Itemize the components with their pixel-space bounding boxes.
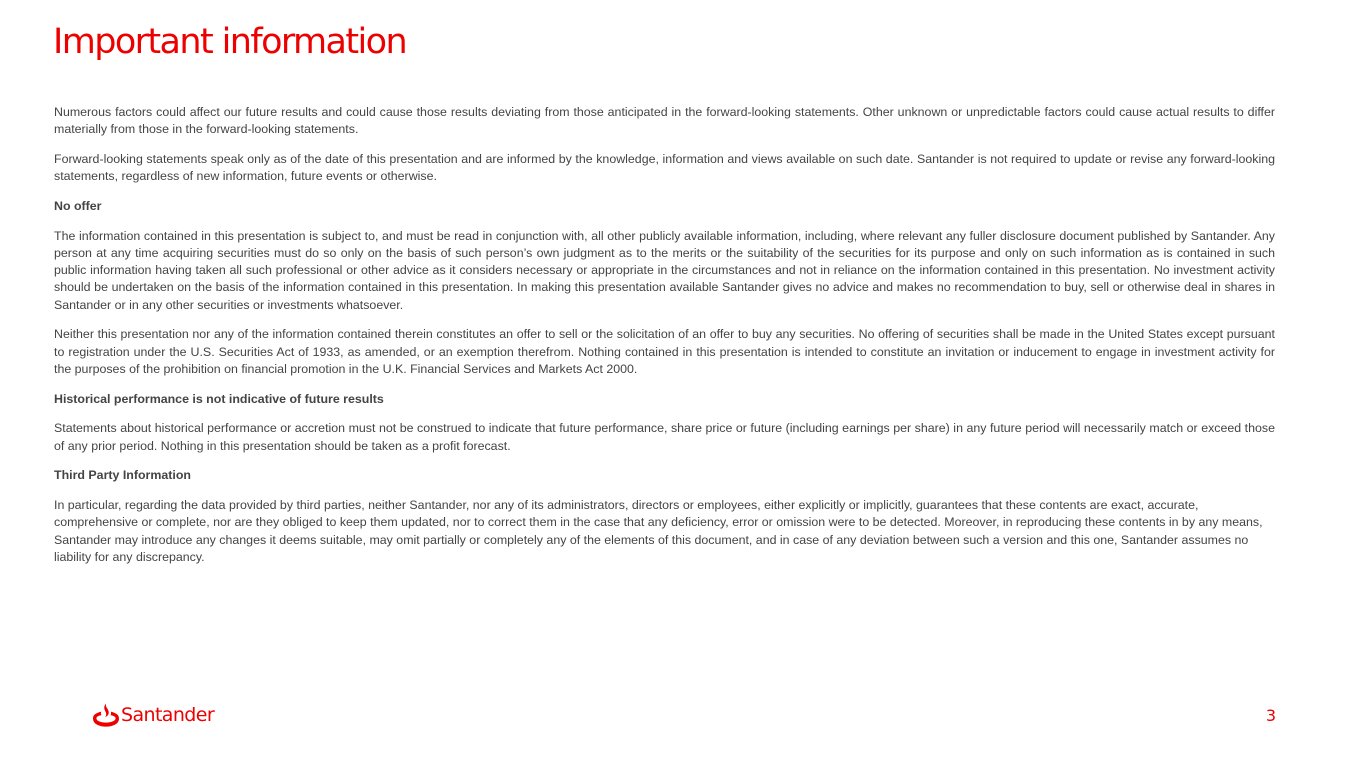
heading-third-party-information: Third Party Information xyxy=(54,468,191,483)
santander-flame-icon xyxy=(93,703,119,727)
santander-logo xyxy=(93,701,214,729)
disclaimer-body xyxy=(54,104,1275,579)
paragraph-historical-performance: Statements about historical performance or accretion must not be construed to indicate that future performance, share price or future (including earnings per share) in any future period will necessarily match or exceed those of any prior period. Nothing in this presentation should be taken as a profit forecast. xyxy=(54,421,1275,453)
paragraph-third-party-information: In particular, regarding the data provided by third parties, neither Santander, nor any of its administrators, directors or employees, either explicitly or implicitly, guarantees that these contents are exact, accurate, comprehensive or complete, nor are they obliged to keep them updated, nor to correct them in the case that any deficiency, error or omission were to be detected. Moreover, in reproducing these contents in by any means, Santander may introduce any changes it deems suitable, may omit partially or completely any of the elements of this document, and in case of any deviation between such a version and this one, Santander assumes no liability for any discrepancy. xyxy=(54,498,1263,564)
paragraph-forward-looking-date: Forward-looking statements speak only as of the date of this presentation and are informed by the knowledge, information and views available on such date. Santander is not required to update or revise any forward-looking statements, regardless of new information, future events or otherwise. xyxy=(54,152,1275,184)
paragraph-no-offer-information: The information contained in this presentation is subject to, and must be read in conjunction with, all other publicly available information, including, where relevant any fuller disclosure document published by Santander. Any person at any time acquiring securities must do so only on the basis of such person’s own judgment as to the merits or the suitability of the securities for its purpose and only on such information as is contained in such public information having taken all such professional or other advice as it considers necessary or appropriate in the circumstances and not in reliance on the information contained in this presentation. No investment activity should be undertaken on the basis of the information contained in this presentation. In making this presentation available Santander gives no advice and makes no recommendation to buy, sell or otherwise deal in shares in Santander or in any other securities or investments whatsoever. xyxy=(54,228,1275,312)
santander-logo-text: Santander xyxy=(121,704,215,726)
heading-no-offer: No offer xyxy=(54,199,102,213)
page-number: 3 xyxy=(1265,706,1276,725)
paragraph-forward-looking-factors: Numerous factors could affect our future results and could cause those results deviating from those anticipated in the forward-looking statements. Other unknown or unpredictable factors could cause actual results to differ materially from those in the forward-looking statements. xyxy=(54,105,1275,137)
paragraph-no-offer-securities: Neither this presentation nor any of the information contained therein constitutes an offer to sell or the solicitation of an offer to buy any securities. No offering of securities shall be made in the United States except pursuant to registration under the U.S. Securities Act of 1933, as amended, or an exemption therefrom. Nothing contained in this presentation is intended to constitute an invitation or inducement to engage in investment activity for the purposes of the prohibition on financial promotion in the U.K. Financial Services and Markets Act 2000. xyxy=(54,327,1275,376)
heading-historical-performance: Historical performance is not indicative of future results xyxy=(54,391,384,406)
page-title: Important information xyxy=(53,22,407,62)
